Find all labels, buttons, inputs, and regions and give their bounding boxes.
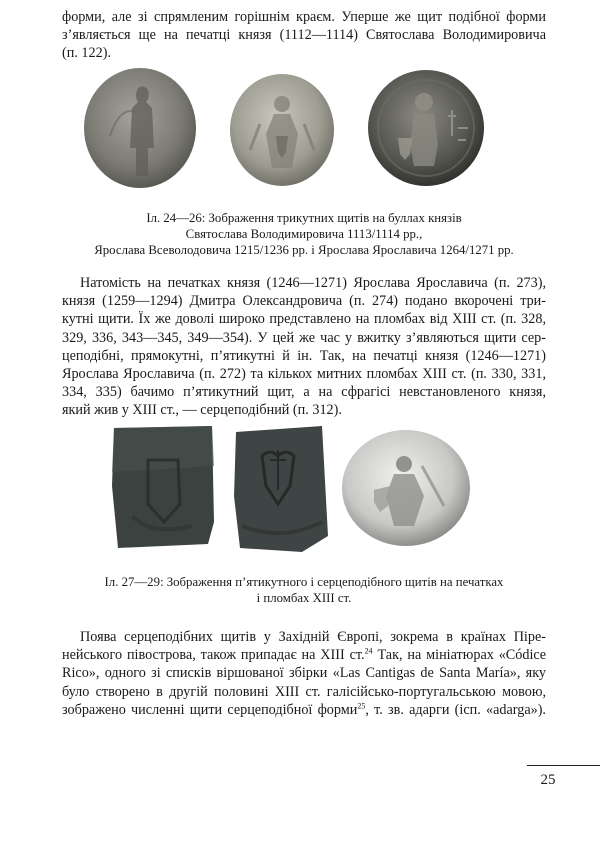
text-line: форми, але зі спрямленим горішнім краєм. Уперше же щит подібної форми xyxy=(62,9,546,25)
text-line: князя (1259—1294) Дмитра Олександровича (п. 274) подано вкорочені три- xyxy=(62,293,546,310)
seal-photos-row-2 xyxy=(112,426,492,552)
caption-illustrations-24-26 xyxy=(62,210,546,258)
caption-line: Ярослава Всеволодовича 1215/1236 рр. і Ярослава Ярославича 1264/1271 рр. xyxy=(94,243,514,257)
seal-27-pentagonal-shield xyxy=(112,426,214,548)
seal-24-svyatoslav xyxy=(84,68,196,188)
caption-line: Святослава Володимировича 1113/1114 рр., xyxy=(185,227,423,241)
text-line: цеподібні, прямокутні, п’ятикутні й ін. Так, на печатці князя (1246—1271) xyxy=(62,347,546,364)
figure-seals-27-29 xyxy=(112,426,492,552)
footnote-ref-24[interactable]: 24 xyxy=(364,646,373,656)
text-segment: зображено численні щити серцеподібної форми xyxy=(62,701,358,718)
text-line: Rico», одного зі списків віршованої збірки «Las Cantigas de Santa María», яку xyxy=(62,665,546,682)
caption-illustrations-27-29 xyxy=(62,574,546,606)
paragraph-shields xyxy=(62,274,546,420)
text-segment: , т. зв. адарги (ісп. «adarga»). xyxy=(365,701,546,718)
seal-photos-row-1 xyxy=(80,66,510,194)
seal-28-heart-shield xyxy=(234,426,328,552)
text-line: Натомість на печатках князя (1246—1271) Ярослава Ярославича (п. 273), xyxy=(80,275,546,291)
text-line: кутні щити. Їх же доволі широко представлено на пломбах від ХІІІ ст. (п. 328, xyxy=(62,311,546,328)
seal-25-yaroslav-vsevolodovich xyxy=(230,74,334,186)
page-number: 25 xyxy=(540,772,556,788)
seal-26-yaroslav-yaroslavich xyxy=(368,70,484,186)
footer-rule xyxy=(527,765,600,766)
caption-line: Іл. 24—26: Зображення трикутних щитів на буллах князів xyxy=(146,211,462,225)
text-line xyxy=(62,646,546,664)
figure-seals-24-26 xyxy=(80,66,510,194)
text-line: який жив у ХІІІ ст., — серцеподібний (п. 312). xyxy=(62,402,342,419)
paragraph-intro xyxy=(62,8,546,63)
text-line xyxy=(62,701,546,719)
text-line: (п. 122). xyxy=(62,45,111,62)
text-segment: нейського півострова, також припадає на ХІІІ ст. xyxy=(62,647,365,664)
text-line: Поява серцеподібних щитів у Західній Європі, зокрема в країнах Піре- xyxy=(80,629,546,645)
text-line: з’являється ще на печатці князя (1112—1114) Святослава Володимировича xyxy=(62,27,546,44)
caption-line: Іл. 27—29: Зображення п’ятикутного і серцеподібного щитів на печатках xyxy=(104,575,504,589)
paragraph-heart-shields xyxy=(62,628,546,719)
seal-29-silver-seal xyxy=(342,430,470,546)
text-line: було створено в другій половині ХІІІ ст. галісійсько-португальською мовою, xyxy=(62,683,546,700)
footnote-ref-25[interactable]: 25 xyxy=(357,701,366,711)
text-line: 329, 336, 343—345, 349—354). У цей же час у вжитку з’являються щити сер- xyxy=(62,329,546,346)
caption-line: і пломбах ХІІІ ст. xyxy=(256,591,352,605)
text-line: 334, 335) бачимо п’ятикутний щит, а на сфрагісі невстановленого князя, xyxy=(62,384,546,401)
text-segment: Так, на мініатюрах «Códice xyxy=(372,647,546,664)
text-line: Ярослава Ярославича (п. 272) та кількох митних пломбах ХІІІ ст. (п. 330, 331, xyxy=(62,366,546,383)
